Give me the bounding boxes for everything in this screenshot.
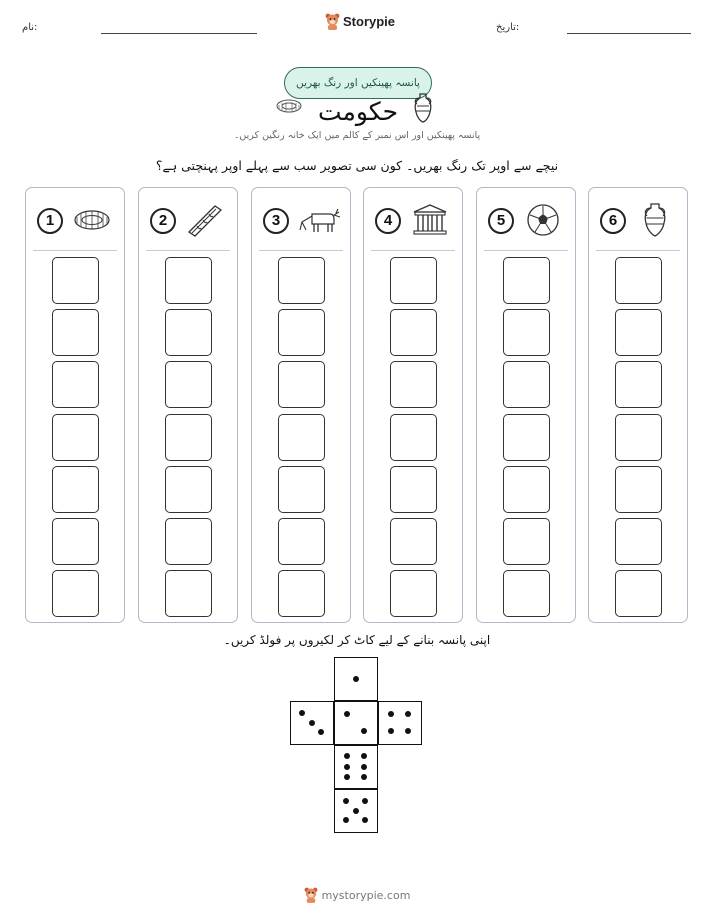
color-box[interactable] bbox=[615, 361, 662, 408]
color-box[interactable] bbox=[503, 466, 550, 513]
dice-pip bbox=[309, 720, 315, 726]
color-box[interactable] bbox=[503, 414, 550, 461]
dice-pip bbox=[361, 753, 367, 759]
color-box[interactable] bbox=[52, 257, 99, 304]
color-box[interactable] bbox=[278, 309, 325, 356]
soccer-ball-icon bbox=[523, 202, 563, 238]
race-column-1 bbox=[25, 187, 125, 623]
brand-logo bbox=[325, 13, 395, 30]
color-box[interactable] bbox=[615, 257, 662, 304]
column-number: 5 bbox=[488, 208, 514, 234]
dice-pip bbox=[388, 711, 394, 717]
color-box[interactable] bbox=[165, 570, 212, 617]
color-box[interactable] bbox=[165, 414, 212, 461]
color-box[interactable] bbox=[278, 257, 325, 304]
dice-pip bbox=[344, 764, 350, 770]
color-box[interactable] bbox=[390, 414, 437, 461]
color-box[interactable] bbox=[390, 518, 437, 565]
column-number: 1 bbox=[37, 208, 63, 234]
activity-pill: پانسہ پھینکیں اور رنگ بھریں bbox=[284, 67, 432, 99]
color-box[interactable] bbox=[390, 309, 437, 356]
instruction-question: نیچے سے اوپر تک رنگ بھریں۔ کون سی تصویر سب سے پہلے اوپر پہنچتی ہے؟ bbox=[155, 158, 559, 173]
color-box[interactable] bbox=[165, 361, 212, 408]
color-box[interactable] bbox=[503, 309, 550, 356]
column-divider bbox=[33, 250, 117, 251]
color-box[interactable] bbox=[278, 361, 325, 408]
amphora-icon bbox=[411, 92, 435, 124]
dice-pip bbox=[353, 676, 359, 682]
color-box[interactable] bbox=[503, 570, 550, 617]
dice-face-6 bbox=[334, 745, 378, 789]
color-box[interactable] bbox=[278, 518, 325, 565]
column-divider bbox=[259, 250, 343, 251]
dice-pip bbox=[361, 774, 367, 780]
dice-face-4 bbox=[378, 701, 422, 745]
column-divider bbox=[596, 250, 680, 251]
color-box[interactable] bbox=[52, 361, 99, 408]
page-subtitle: پانسہ پھینکیں اور اس نمبر کے کالم میں ایک خانہ رنگین کریں۔ bbox=[233, 130, 481, 141]
name-label: نام: bbox=[22, 22, 38, 33]
race-column-5 bbox=[476, 187, 576, 623]
name-line[interactable] bbox=[101, 33, 257, 34]
dice-pip bbox=[361, 764, 367, 770]
color-box[interactable] bbox=[390, 257, 437, 304]
bear-mascot-icon bbox=[325, 13, 340, 30]
color-box[interactable] bbox=[390, 466, 437, 513]
aqueduct-icon bbox=[185, 202, 225, 238]
bear-mascot-icon bbox=[304, 887, 318, 903]
brand-name: Storypie bbox=[343, 14, 396, 29]
column-number: 2 bbox=[150, 208, 176, 234]
race-column-4 bbox=[363, 187, 463, 623]
color-box[interactable] bbox=[52, 518, 99, 565]
color-box[interactable] bbox=[165, 309, 212, 356]
column-divider bbox=[371, 250, 455, 251]
dice-pip bbox=[362, 798, 368, 804]
color-box[interactable] bbox=[615, 518, 662, 565]
dice-pip bbox=[344, 711, 350, 717]
column-number: 6 bbox=[600, 208, 626, 234]
column-divider bbox=[484, 250, 568, 251]
ox-plow-icon bbox=[298, 202, 338, 238]
dice-pip bbox=[405, 728, 411, 734]
race-column-6 bbox=[588, 187, 688, 623]
color-box[interactable] bbox=[390, 570, 437, 617]
color-box[interactable] bbox=[615, 414, 662, 461]
footer-url[interactable]: mystorypie.com bbox=[321, 888, 411, 902]
dice-pip bbox=[343, 798, 349, 804]
color-box[interactable] bbox=[278, 570, 325, 617]
dice-face-3 bbox=[290, 701, 334, 745]
footer bbox=[0, 887, 714, 903]
color-box[interactable] bbox=[615, 466, 662, 513]
amphora-icon bbox=[635, 202, 675, 238]
column-divider bbox=[146, 250, 230, 251]
dice-pip bbox=[343, 817, 349, 823]
dice-pip bbox=[344, 774, 350, 780]
dice-pip bbox=[299, 710, 305, 716]
dice-pip bbox=[344, 753, 350, 759]
date-line[interactable] bbox=[567, 33, 691, 34]
race-column-3 bbox=[251, 187, 351, 623]
dice-face-2 bbox=[334, 701, 378, 745]
colosseum-icon bbox=[276, 99, 302, 113]
color-box[interactable] bbox=[615, 570, 662, 617]
dice-pip bbox=[318, 729, 324, 735]
dice-pip bbox=[362, 817, 368, 823]
dice-pip bbox=[405, 711, 411, 717]
date-label: تاریخ: bbox=[496, 22, 520, 33]
temple-icon bbox=[410, 202, 450, 238]
color-box[interactable] bbox=[52, 309, 99, 356]
color-box[interactable] bbox=[503, 257, 550, 304]
dice-face-5 bbox=[334, 789, 378, 833]
color-box[interactable] bbox=[52, 570, 99, 617]
color-box[interactable] bbox=[52, 414, 99, 461]
race-column-2 bbox=[138, 187, 238, 623]
color-box[interactable] bbox=[165, 466, 212, 513]
dice-pip bbox=[361, 728, 367, 734]
color-box[interactable] bbox=[390, 361, 437, 408]
color-box[interactable] bbox=[278, 414, 325, 461]
color-box[interactable] bbox=[52, 466, 99, 513]
dice-face-1 bbox=[334, 657, 378, 701]
color-box[interactable] bbox=[503, 518, 550, 565]
color-box[interactable] bbox=[165, 257, 212, 304]
color-box[interactable] bbox=[165, 518, 212, 565]
dice-pip bbox=[388, 728, 394, 734]
color-box[interactable] bbox=[503, 361, 550, 408]
dice-pip bbox=[353, 808, 359, 814]
dice-instruction: اپنی پانسہ بنانے کے لیے کاٹ کر لکیروں پر فولڈ کریں۔ bbox=[223, 633, 491, 647]
column-number: 4 bbox=[375, 208, 401, 234]
color-box[interactable] bbox=[615, 309, 662, 356]
page-title: حکومت bbox=[317, 97, 399, 126]
colosseum-icon bbox=[72, 202, 112, 238]
column-number: 3 bbox=[263, 208, 289, 234]
color-box[interactable] bbox=[278, 466, 325, 513]
